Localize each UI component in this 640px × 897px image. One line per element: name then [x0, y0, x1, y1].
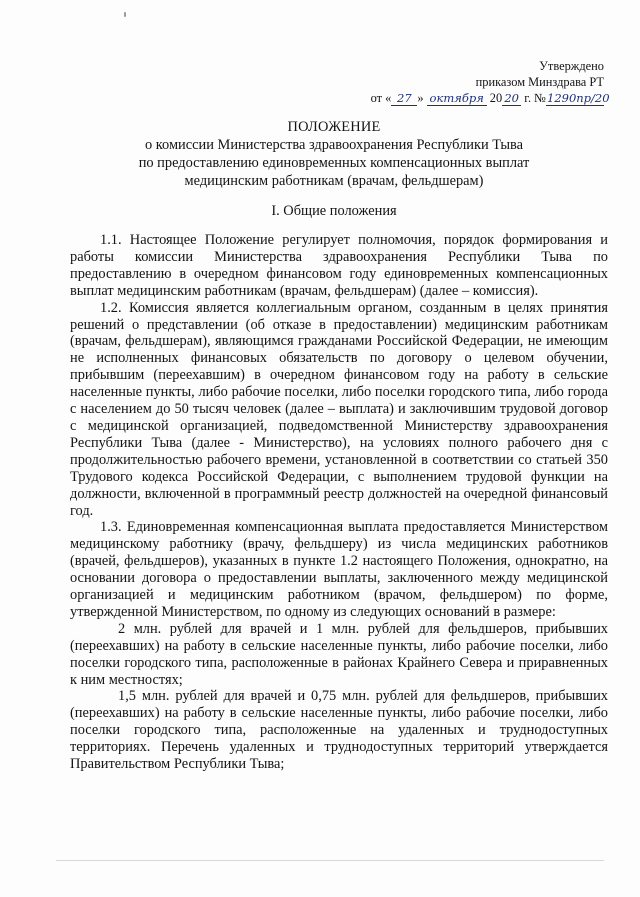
paragraph-amount-1: 2 млн. рублей для врачей и 1 млн. рублей для фельдшеров, прибывших (переехавших) на работу в сельские населенные пункты, либо рабочие поселки, либо поселки городского типа, расположенные в районах Крайнего Севера и приравненных к ним местностях; [70, 620, 608, 688]
paragraph-1-1: 1.1. Настоящее Положение регулирует полномочия, порядок формирования и работы комиссии Министерства здравоохранения Республики Тыва по предоставлению в очередном финансовом году единовременных компенсационных выплат медицинским работникам (врачам, фельдшерам) (далее – комиссия). [70, 232, 608, 299]
approval-date-mid: » [417, 91, 424, 105]
approval-date-line [370, 90, 610, 106]
paragraph-amount-2: 1,5 млн. рублей для врачей и 0,75 млн. рублей для фельдшеров, прибывших (переехавших) на работу в сельские населенные пункты, либо рабочие поселки, либо поселки городского типа, расположенные на удаленных и труднодоступных территориях. Перечень удаленных и труднодоступных территорий утверждается Правительством Республики Тыва; [70, 688, 608, 773]
title-line-2: о комиссии Министерства здравоохранения Республики Тыва [144, 137, 524, 153]
approval-day: 27 [391, 92, 417, 106]
paragraph-1-3: 1.3. Единовременная компенсационная выплата предоставляется Министерством медицинскому работнику (врачу, фельдшеру) из числа медицинских работников (врачей, фельдшеров), указанных в пункте 1.2 настоящего Положения, однократно, на основании договора о предоставлении выплаты, заключенного между медицинской организацией и медицинским работником (врачом, фельдшером) по форме, утвержденной Министерством, по одному из следующих оснований в размере: [70, 519, 608, 620]
paragraph-1-2: 1.2. Комиссия является коллегиальным органом, созданным в целях принятия решений о представлении (об отказе в предоставлении) медицинским работникам (врачам, фельдшерам), являющимся гражданами Российской Федерации, не имеющим не исполненных финансовых обязательств по договору о целевом обучении, прибывшим (переехавшим) в очередном финансовом году на работу в сельские населенные пункты, либо рабочие поселки, либо поселки городского типа, либо города с населением до 50 тысяч человек (далее – выплата) и заключившим трудовой договор с медицинской организацией, подведомственной Министерству здравоохранения Республики Тыва (далее - Министерство), на условиях полного рабочего дня с продолжительностью рабочего времени, установленной в соответствии со статьей 350 Трудового кодекса Российской Федерации, с выполнением трудовой функции на должности, включенной в программный реестр должностей на очередной финансовый год. [70, 299, 608, 519]
approval-year-suffix: г. № [521, 91, 546, 105]
title-line-4: медицинским работникам (врачам, фельдшерам) [184, 173, 484, 189]
document-body [70, 232, 608, 773]
approval-month: октября [427, 92, 487, 106]
scan-artifact [124, 12, 126, 17]
title-main: ПОЛОЖЕНИЕ [287, 119, 381, 135]
approval-year: 20 [502, 92, 521, 106]
approval-stamp [370, 58, 610, 106]
document-title [64, 118, 604, 190]
approval-label: Утверждено [539, 59, 604, 73]
approval-year-prefix: 20 [489, 91, 503, 105]
approval-order: приказом Минздрава РТ [475, 75, 604, 89]
section-heading: I. Общие положения [271, 203, 397, 219]
scan-edge [56, 860, 604, 861]
approval-number: 1290пр/20 [547, 91, 610, 105]
title-line-3: по предоставлению единовременных компенсационных выплат [138, 155, 530, 171]
approval-date-prefix: от « [370, 91, 392, 105]
